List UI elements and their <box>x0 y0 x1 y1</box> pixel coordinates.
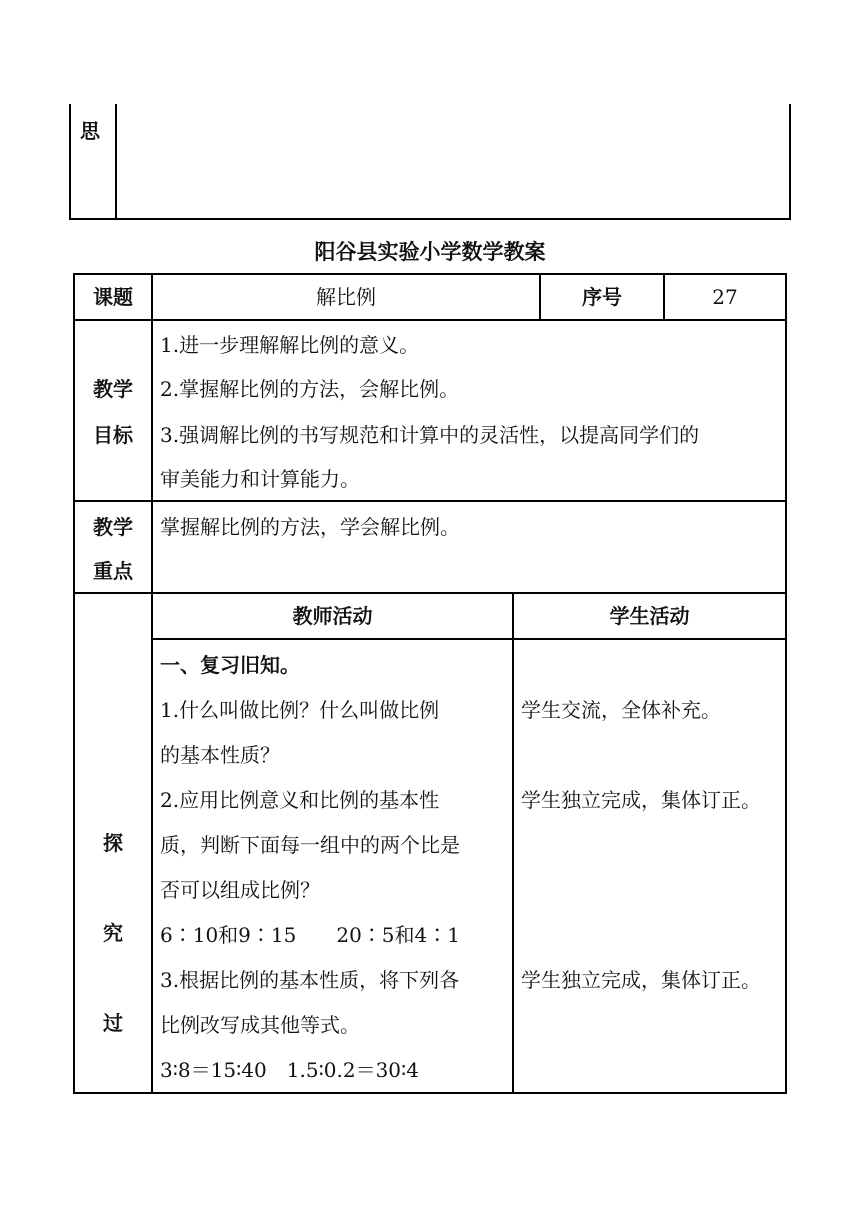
objective-line: 审美能力和计算能力。 <box>160 467 360 491</box>
objectives-label-line1: 教学 <box>93 377 133 401</box>
key-points-label-line2: 重点 <box>93 559 133 583</box>
table-border <box>73 1092 787 1094</box>
table-border <box>73 500 787 502</box>
process-label-char: 过 <box>103 1011 123 1035</box>
key-points-label-line1: 教学 <box>93 515 133 539</box>
teacher-activity-line: 比例改写成其他等式。 <box>160 1013 360 1037</box>
sequence-number-label: 序号 <box>582 285 622 309</box>
teacher-activity-line: 的基本性质？ <box>160 743 280 767</box>
teacher-activity-header: 教师活动 <box>292 604 373 628</box>
ratio-example-line: 6∶10和9∶15 20∶5和4∶1 <box>160 923 460 947</box>
student-activity-line: 学生交流，全体补充。 <box>521 698 721 722</box>
table-border <box>73 273 787 275</box>
review-section-heading: 一、复习旧知。 <box>160 653 300 677</box>
reflection-label: 思 <box>80 119 100 143</box>
objectives-label-line2: 目标 <box>93 423 133 447</box>
process-label-char: 探 <box>103 831 123 855</box>
sequence-number-value: 27 <box>712 285 738 309</box>
page-title: 阳谷县实验小学数学教案 <box>314 240 546 264</box>
topic-label: 课题 <box>93 285 133 309</box>
teacher-activity-line: 2.应用比例意义和比例的基本性 <box>160 788 440 812</box>
ratio-example-line: 3∶8＝15∶40 1.5∶0.2＝30∶4 <box>160 1058 419 1082</box>
objective-line: 2.掌握解比例的方法，会解比例。 <box>160 377 460 401</box>
objective-line: 3.强调解比例的书写规范和计算中的灵活性，以提高同学们的 <box>160 423 700 447</box>
table-border <box>785 273 787 1094</box>
teacher-activity-line: 质，判断下面每一组中的两个比是 <box>160 833 460 857</box>
table-border <box>151 638 787 640</box>
student-activity-line: 学生独立完成，集体订正。 <box>521 968 761 992</box>
table-border <box>151 273 153 1094</box>
table-border <box>73 319 787 321</box>
topic-value: 解比例 <box>316 285 376 309</box>
key-points-text: 掌握解比例的方法，学会解比例。 <box>160 515 460 539</box>
teacher-activity-line: 1.什么叫做比例？什么叫做比例 <box>160 698 440 722</box>
teacher-activity-line: 3.根据比例的基本性质，将下列各 <box>160 968 460 992</box>
student-activity-header: 学生活动 <box>609 604 690 628</box>
student-activity-line: 学生独立完成，集体订正。 <box>521 788 761 812</box>
table-border <box>73 592 787 594</box>
process-label-char: 究 <box>103 921 123 945</box>
teacher-activity-line: 否可以组成比例？ <box>160 878 320 902</box>
table-border <box>512 593 514 1094</box>
objective-line: 1.进一步理解解比例的意义。 <box>160 333 420 357</box>
